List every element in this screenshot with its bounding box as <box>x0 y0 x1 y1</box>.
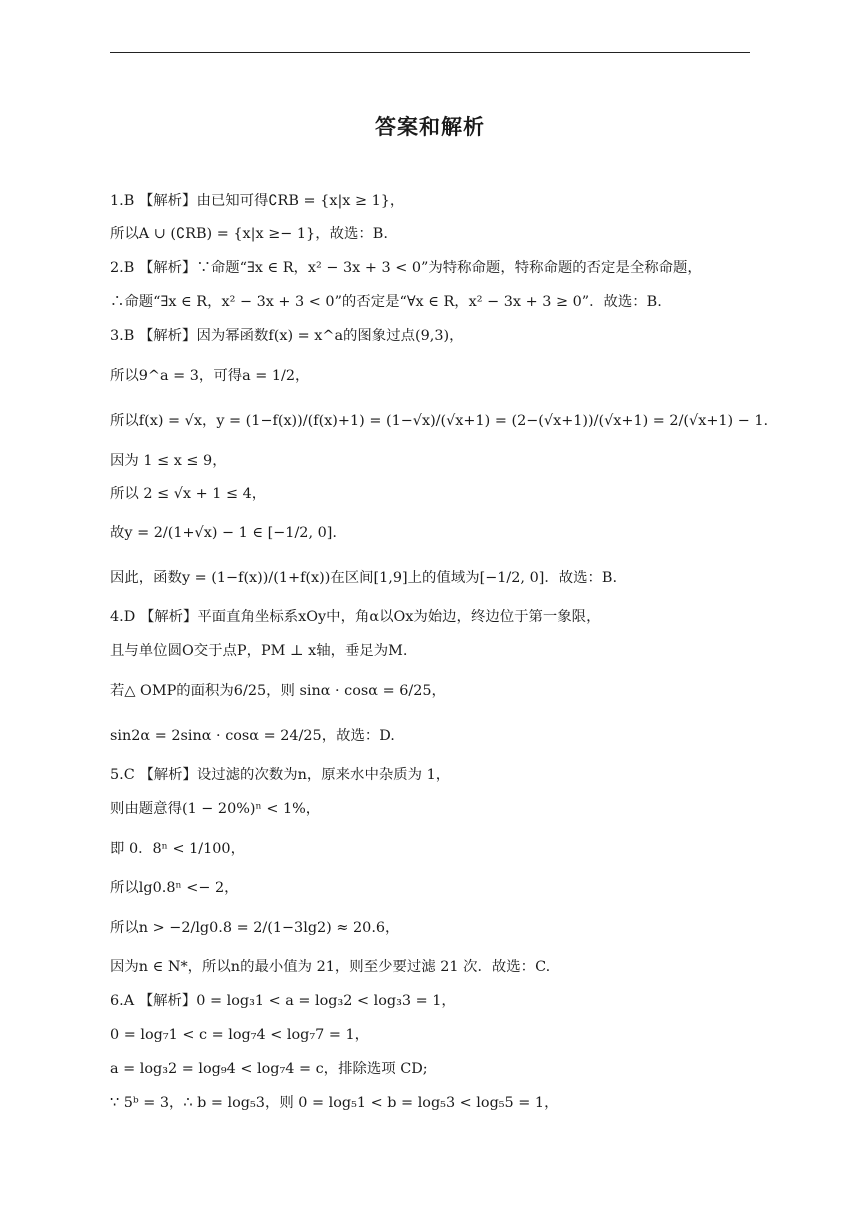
text-line: 3.B 【解析】因为幂函数f(x) = x^a的图象过点(9,3)， <box>110 328 464 344</box>
text-line: 即 0．8ⁿ < 1/100， <box>110 841 245 857</box>
text-line: 所以lg0.8ⁿ <− 2， <box>110 880 239 896</box>
text-line: 所以f(x) = √x，y = (1−f(x))/(f(x)+1) = (1−√x)/(√x+1) = (2−(√x+1))/(√x+1) = 2/(√x+1) − 1. <box>110 413 769 429</box>
text-line: 因此，函数y = (1−f(x))/(1+f(x))在区间[1,9]上的值域为[−1/2, 0]．故选：B. <box>110 570 618 586</box>
text-line: 因为 1 ≤ x ≤ 9， <box>110 453 227 469</box>
text-line: 1.B 【解析】由已知可得∁RB = {x|x ≥ 1}， <box>110 193 405 209</box>
text-line: sin2α = 2sinα · cosα = 24/25，故选：D. <box>110 728 395 744</box>
text-line: 所以A ∪ (∁RB) = {x|x ≥− 1}，故选：B. <box>110 226 388 242</box>
text-line: 5.C 【解析】设过滤的次数为n，原来水中杂质为 1， <box>110 767 451 783</box>
text-line: 且与单位圆O交于点P，PM ⊥ x轴，垂足为M. <box>110 643 408 659</box>
page-title: 答案和解析 <box>375 115 485 139</box>
header-rule <box>110 52 750 53</box>
text-line: ∴命题“∃x ∈ R，x² − 3x + 3 < 0”的否定是“∀x ∈ R，x² − 3x + 3 ≥ 0”．故选：B. <box>110 294 662 310</box>
text-line: 则由题意得(1 − 20%)ⁿ < 1%， <box>110 801 321 817</box>
text-line: ∵ 5ᵇ = 3，∴ b = log₅3，则 0 = log₅1 < b = log₅3 < log₅5 = 1， <box>110 1095 559 1111</box>
text-line: 6.A 【解析】0 = log₃1 < a = log₃2 < log₃3 = 1， <box>110 993 456 1009</box>
text-line: 所以 2 ≤ √x + 1 ≤ 4， <box>110 486 267 502</box>
text-line: 若△ OMP的面积为6/25，则 sinα · cosα = 6/25， <box>110 683 446 699</box>
text-line: 所以9^a = 3，可得a = 1/2， <box>110 368 310 384</box>
text-line: 所以n > −2/lg0.8 = 2/(1−3lg2) ≈ 20.6， <box>110 920 400 936</box>
text-line: 4.D 【解析】平面直角坐标系xOy中，角α以Ox为始边，终边位于第一象限， <box>110 609 601 625</box>
text-line: 因为n ∈ N*，所以n的最小值为 21，则至少要过滤 21 次．故选：C. <box>110 959 551 975</box>
text-line: 故y = 2/(1+√x) − 1 ∈ [−1/2, 0]. <box>110 525 337 541</box>
text-line: 0 = log₇1 < c = log₇4 < log₇7 = 1， <box>110 1027 370 1043</box>
text-line: a = log₃2 = log₉4 < log₇4 = c，排除选项 CD; <box>110 1061 428 1077</box>
text-line: 2.B 【解析】∵命题“∃x ∈ R，x² − 3x + 3 < 0”为特称命题，特称命题的否定是全称命题， <box>110 260 702 276</box>
